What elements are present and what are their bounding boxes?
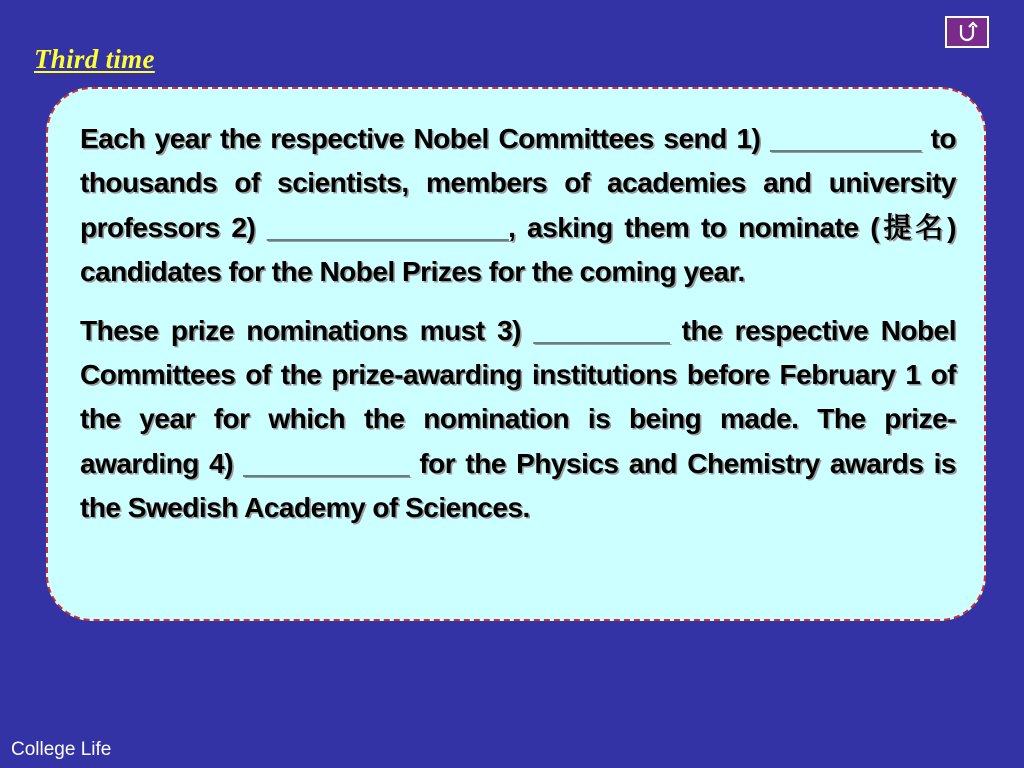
paragraph-1 bbox=[80, 117, 956, 295]
blank-4[interactable]: ___________ bbox=[243, 447, 410, 479]
paragraph-2-part-3: for the Physics and Chemistry awards is the Swedish Academy of Sciences. bbox=[80, 447, 957, 524]
return-arrow-icon bbox=[953, 21, 981, 43]
paragraph-1-part-3: , asking them to nominate (提名) candidates for the Nobel Prizes for the coming year. bbox=[80, 211, 956, 288]
blank-2[interactable]: ________________ bbox=[266, 211, 509, 243]
passage bbox=[80, 117, 956, 531]
paragraph-1-part-1: Each year the respective Nobel Committees send 1) bbox=[80, 123, 761, 154]
footer-label: College Life bbox=[11, 739, 112, 760]
paragraph-2 bbox=[80, 309, 956, 531]
return-button[interactable] bbox=[945, 16, 989, 48]
paragraph-2-part-1: These prize nominations must 3) bbox=[80, 314, 522, 346]
blank-3[interactable]: _________ bbox=[533, 314, 670, 346]
paragraph-1-part-2: to thousands of scientists, members of academies and university professors 2) bbox=[80, 123, 956, 243]
paragraph-2-part-2: the respective Nobel Committees of the prize-awarding institutions before February 1 of the year for which the nomination is being made. The prize-awarding 4) bbox=[80, 314, 956, 479]
text-panel bbox=[46, 87, 986, 621]
slide-title: Third time bbox=[34, 44, 155, 74]
blank-1[interactable]: __________ bbox=[770, 123, 921, 154]
